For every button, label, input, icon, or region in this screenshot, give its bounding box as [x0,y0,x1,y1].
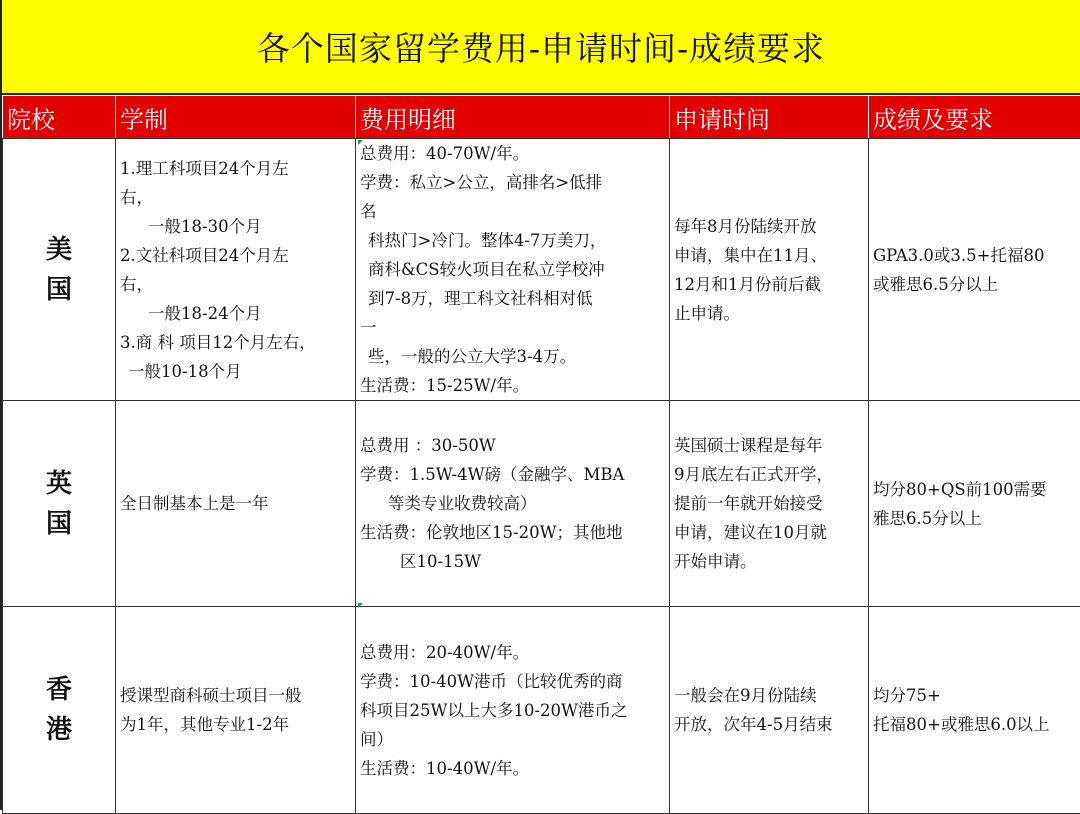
duration-hk: 授课型商科硕士项目一般 为1年，其他专业1-2年 [116,607,356,814]
duration-usa: 1.理工科项目24个月左 右， 一般18-30个月 2.文社科项目24个月左 右， 一般18-24个月 3.商 科 项目12个月左右， 一般10-18个月 [116,139,356,401]
country-usa: 美 国 [3,139,116,401]
requirements-uk: 均分80+QS前100需要 雅思6.5分以上 [869,401,1080,607]
info-table [2,95,1080,814]
apply-time-usa: 每年8月份陆续开放 申请，集中在11月、 12月和1月份前后截 止申请。 [670,139,869,401]
header-fees: 费用明细 [356,96,670,139]
country-uk: 英 国 [3,401,116,607]
header-requirements: 成绩及要求 [869,96,1080,139]
fees-usa: 总费用：40-70W/年。 学费：私立>公立，高排名>低排 名 科热门>冷门。整体4-7万美刀， 商科&CS较火项目在私立学校冲 到7-8万，理工科文社科相对低 一 些，一般的公立大学3-4万。 生活费：15-25W/年。 [356,139,670,401]
requirements-usa: GPA3.0或3.5+托福80 或雅思6.5分以上 [869,139,1080,401]
country-hk: 香 港 [3,607,116,814]
apply-time-hk: 一般会在9月份陆续 开放，次年4-5月结束 [670,607,869,814]
cell-comment-marker [358,140,363,145]
table-row [3,401,1080,607]
table-row [3,607,1080,814]
header-apply-time: 申请时间 [670,96,869,139]
duration-uk: 全日制基本上是一年 [116,401,356,607]
header-row [3,96,1080,139]
requirements-hk: 均分75+ 托福80+或雅思6.0以上 [869,607,1080,814]
header-duration: 学制 [116,96,356,139]
page-title: 各个国家留学费用-申请时间-成绩要求 [2,0,1080,95]
table-row [3,139,1080,401]
fees-hk: 总费用：20-40W/年。 学费：10-40W港币（比较优秀的商 科项目25W以上大多10-20W港币之 间） 生活费：10-40W/年。 [356,607,670,814]
cell-comment-marker [358,603,363,608]
header-school: 院校 [3,96,116,139]
fees-uk: 总费用 ：30-50W 学费：1.5W-4W磅（金融学、MBA 等类专业收费较高） 生活费：伦敦地区15-20W；其他地 区10-15W [356,401,670,607]
apply-time-uk: 英国硕士课程是每年 9月底左右正式开学， 提前一年就开始接受 申请，建议在10月就 开始申请。 [670,401,869,607]
